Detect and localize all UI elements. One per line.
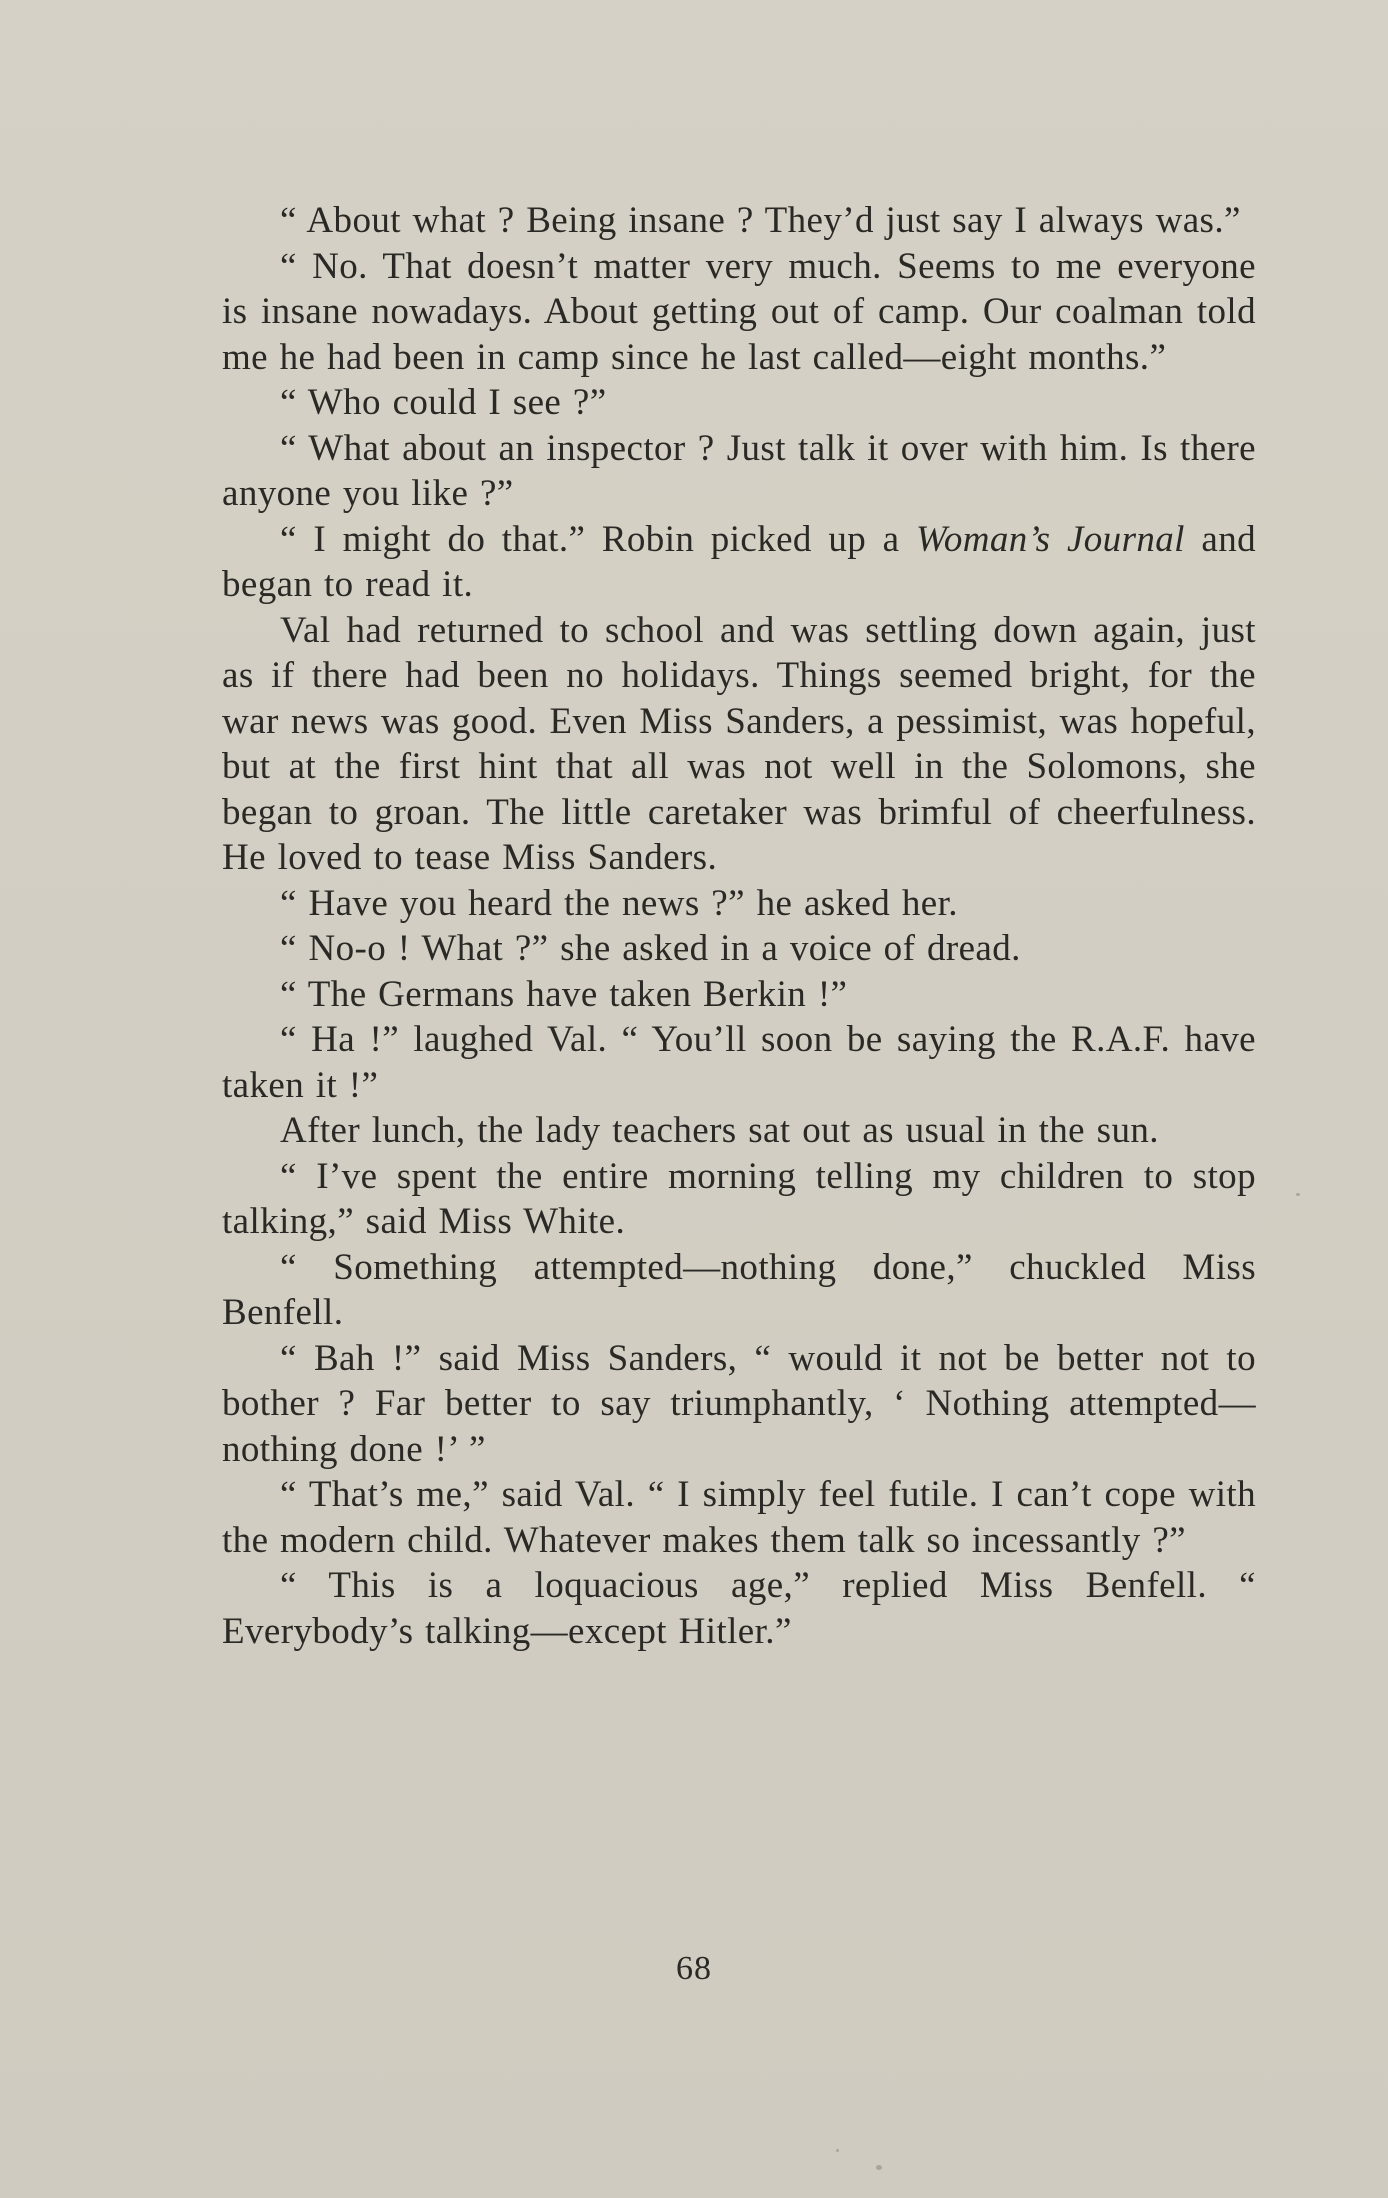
paragraph: “ Something attempted—nothing done,” chuckled Miss Benfell. <box>222 1246 1256 1333</box>
paragraph: After lunch, the lady teachers sat out as usual in the sun. <box>280 1110 1159 1151</box>
paragraph: “ I’ve spent the entire morning telling my children to stop talking,” said Miss White. <box>222 1155 1256 1242</box>
paper-speck <box>836 2149 839 2152</box>
paragraph: “ Bah !” said Miss Sanders, “ would it not be better not to bother ? Far better to say triumphantly, ‘ Nothing attempted—nothing done !’ ” <box>222 1337 1256 1470</box>
paragraph-text: “ I might do that.” Robin picked up a <box>280 518 917 560</box>
body-text <box>222 198 1256 1654</box>
paper-speck <box>1296 1193 1300 1196</box>
paragraph: “ That’s me,” said Val. “ I simply feel futile. I can’t cope with the modern child. Whatever makes them talk so incessantly ?” <box>222 1474 1256 1561</box>
paragraph: “ The Germans have taken Berkin !” <box>280 973 848 1015</box>
magazine-title: Woman’s Journal <box>916 518 1185 560</box>
paragraph: “ This is a loquacious age,” replied Miss Benfell. “ Everybody’s talking—except Hitler.” <box>222 1565 1256 1652</box>
paragraph: “ About what ? Being insane ? They’d just say I always was.” <box>280 200 1241 241</box>
paragraph <box>222 517 1256 608</box>
paragraph-text: and began to read it. <box>222 518 1257 605</box>
page-number: 68 <box>676 1950 712 1987</box>
paragraph: Val had returned to school and was settling down again, just as if there had been no holidays. Things seemed bright, for the war news was good. Even Miss Sanders, a pessimist, was hopeful, but at the first hint that all was not well in the Solomons, she began to groan. The little caretaker was brimful of cheerfulness. He loved to tease Miss Sanders. <box>222 609 1256 878</box>
paragraph: “ No. That doesn’t matter very much. Seems to me everyone is insane nowadays. About getting out of camp. Our coalman told me he had been in camp since he last called—eight months.” <box>222 245 1256 378</box>
paragraph: “ Who could I see ?” <box>280 382 607 423</box>
paragraph: “ Ha !” laughed Val. “ You’ll soon be saying the R.A.F. have taken it !” <box>222 1019 1256 1106</box>
paper-speck <box>876 2165 882 2170</box>
paragraph: “ What about an inspector ? Just talk it over with him. Is there anyone you like ?” <box>222 427 1256 514</box>
paragraph: “ No-o ! What ?” she asked in a voice of dread. <box>280 928 1021 969</box>
paragraph: “ Have you heard the news ?” he asked her. <box>280 882 958 924</box>
